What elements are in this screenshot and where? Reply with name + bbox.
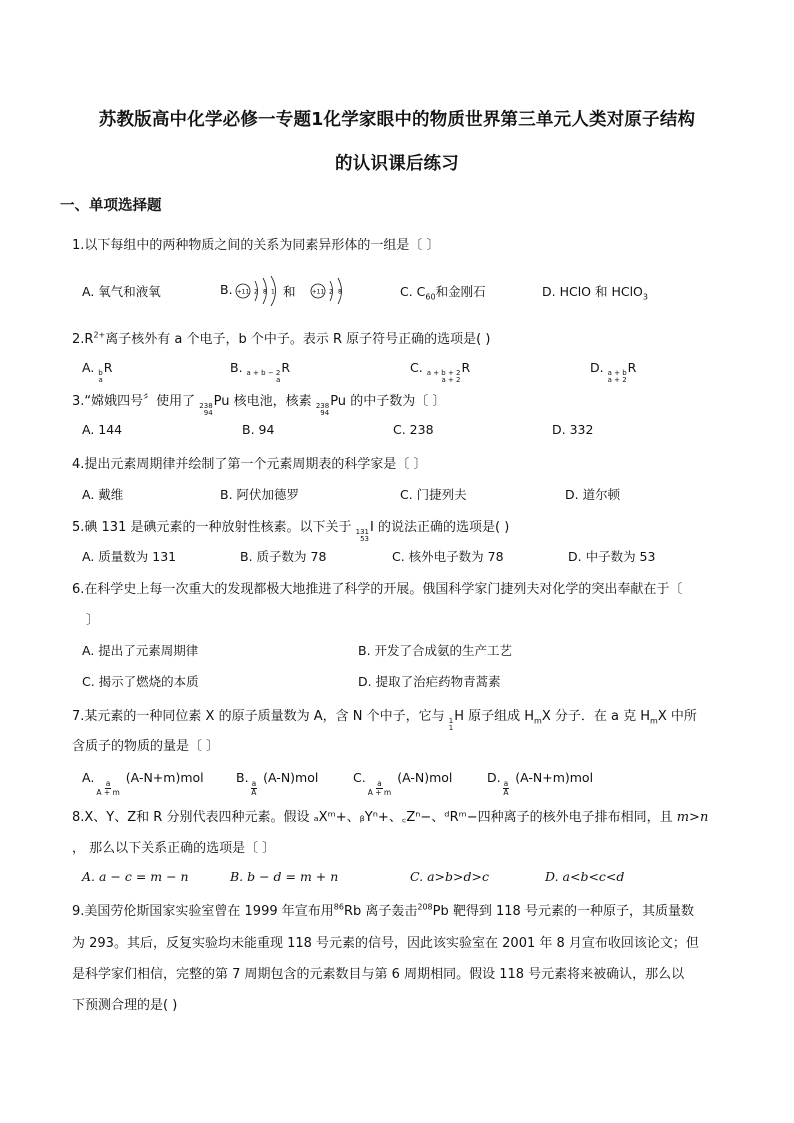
stem-text: 原子组成 H	[468, 709, 535, 724]
mass-number: a + b + 2	[426, 369, 461, 377]
shell-electron-count: 8	[263, 288, 267, 296]
stem-text: 2.R	[72, 332, 94, 347]
question-7-option-d	[487, 770, 593, 797]
superscript: 2+	[93, 330, 106, 340]
question-4-option-b: B. 阿伏加德罗	[220, 487, 300, 502]
question-2-stem	[72, 328, 490, 347]
element-symbol: R	[461, 360, 471, 375]
option-label: A.	[82, 360, 95, 375]
denominator: A + m	[367, 788, 392, 797]
nuclide-notation	[608, 370, 627, 384]
option-label: B.	[236, 770, 249, 785]
option-label: D.	[487, 770, 501, 785]
stem-text: 的中子数为〔 〕	[350, 394, 446, 409]
mass-number: a + b − 2	[246, 369, 281, 377]
mass-number: 1	[448, 717, 454, 725]
denominator: A + m	[96, 788, 120, 797]
question-6-stem-line-2: 〕	[86, 613, 100, 628]
option-text: C. C	[400, 284, 426, 299]
question-8-stem-line-1	[72, 806, 708, 825]
element-symbol: Pu	[213, 394, 230, 409]
atom-structure-diagrams	[233, 276, 363, 306]
question-1-option-d	[542, 282, 648, 300]
stem-text: 7.某元素的一种同位素 X 的原子质量数为 A，含 N 个中子，它与	[72, 709, 445, 724]
question-7-option-b	[236, 770, 318, 797]
question-6-option-c: C. 揭示了燃烧的本质	[82, 674, 199, 689]
fraction	[368, 780, 392, 797]
stem-text: 离子核外有 a 个电子，b 个中子。表示 R 原子符号正确的选项是( )	[105, 332, 491, 347]
question-2-option-d	[590, 360, 636, 384]
question-6-option-d: D. 提取了治疟药物青蒿素	[358, 674, 501, 689]
question-9-stem-line-1	[72, 900, 694, 919]
subscript: 60	[425, 292, 436, 302]
atomic-number: a + 2	[607, 376, 627, 384]
question-7-stem-line-2: 含质子的物质的量是〔 〕	[72, 739, 220, 754]
atomic-number: 53	[360, 535, 369, 543]
atomic-number: 1	[448, 724, 454, 732]
section-heading: 一、单项选择题	[60, 198, 162, 214]
ion-notation: ₐXᵐ+、ᵦYⁿ+、꜀Zⁿ−、ᵈRᵐ−	[313, 810, 478, 825]
question-1-option-c	[400, 282, 486, 300]
question-4-option-c: C. 门捷列夫	[400, 487, 467, 502]
option-text: 和金刚石	[435, 284, 486, 299]
stem-text: X 中所	[657, 709, 697, 724]
fraction	[251, 780, 258, 797]
stem-text: Pb 靶得到 118 号元素的一种原子，其质量数	[432, 904, 694, 919]
subscript: m	[534, 716, 542, 726]
stem-text: Rb 离子轰击	[343, 904, 418, 919]
element-symbol: I	[370, 520, 374, 535]
and-word: 和	[283, 284, 296, 299]
option-label: C.	[353, 770, 366, 785]
question-3-option-c: C. 238	[393, 422, 434, 437]
nuclide-notation	[427, 370, 461, 384]
question-9-stem-line-3: 是科学家们相信，完整的第 7 周期包含的元素数目与第 6 周期相同。假设 118 号元素将来被确认，那么以	[72, 967, 685, 982]
question-3-option-b: B. 94	[242, 422, 275, 437]
document-title-line-2: 的认识课后练习	[335, 154, 459, 174]
stem-text: 四种离子的核外电子排布相同，且	[477, 810, 677, 825]
nuclide-notation	[247, 370, 281, 384]
question-2-option-a	[82, 360, 112, 384]
stem-text: 的说法正确的选项是( )	[377, 520, 510, 535]
mass-number: 131	[355, 528, 369, 536]
question-9-stem-line-4: 下预测合理的是( )	[72, 998, 178, 1013]
question-7-stem-line-1	[72, 705, 697, 732]
stem-text: 8.X、Y、Z和 R 分别代表四种元素。假设	[72, 810, 314, 825]
superscript: 86	[333, 902, 344, 912]
stem-text: 5.碘 131 是碘元素的一种放射性核素。以下关于	[72, 520, 352, 535]
shell-electron-count: 1	[271, 288, 275, 296]
question-7-option-a	[82, 770, 204, 797]
question-4-option-d: D. 道尔顿	[565, 487, 621, 502]
option-label: B.	[230, 360, 243, 375]
stem-text: 9.美国劳伦斯国家实验室曾在 1999 年宣布用	[72, 904, 334, 919]
question-7-option-c	[353, 770, 452, 797]
option-label: A.	[82, 770, 95, 785]
fraction	[96, 780, 120, 797]
question-8-stem-line-2: ， 那么以下关系正确的选项是〔 〕	[72, 841, 276, 856]
question-2-option-b	[230, 360, 290, 384]
element-symbol: R	[627, 360, 637, 375]
question-3-option-d: D. 332	[552, 422, 594, 437]
question-8-option-c: C. a>b>d>c	[410, 869, 489, 884]
atomic-number: a	[276, 376, 281, 384]
option-text: D. HClO 和 HClO	[542, 284, 643, 299]
condition-text: m>n	[676, 810, 709, 825]
numerator: a	[251, 779, 257, 788]
nucleus-right-charge: +11	[311, 288, 325, 296]
atomic-number: 94	[203, 409, 213, 417]
question-1-stem: 1.以下每组中的两种物质之间的关系为同素异形体的一组是〔 〕	[72, 238, 440, 253]
question-5-option-a: A. 质量数为 131	[82, 549, 177, 564]
numerator: a	[105, 779, 111, 788]
numerator: a	[503, 779, 509, 788]
mass-number: b	[98, 369, 103, 377]
stem-text: X 分子．在 a 克 H	[541, 709, 651, 724]
nuclide-notation	[98, 370, 102, 384]
question-5-stem	[72, 516, 509, 543]
question-2-option-c	[410, 360, 470, 384]
question-3-option-a: A. 144	[82, 422, 123, 437]
element-symbol: Pu	[330, 394, 347, 409]
question-1-option-a: A. 氧气和液氧	[82, 284, 161, 299]
option-label: C.	[410, 360, 423, 375]
shell-electron-count: 2	[254, 288, 258, 296]
shell-electron-count: 8	[338, 288, 342, 296]
option-label: B.	[220, 282, 233, 297]
mass-number: 238	[315, 402, 330, 410]
nuclide-notation	[199, 403, 212, 417]
question-6-stem-line-1: 6.在科学史上每一次重大的发现都极大地推进了科学的开展。俄国科学家门捷列夫对化学的突出奉献在于〔	[72, 582, 683, 597]
question-4-option-a: A. 戴维	[82, 487, 124, 502]
shell-electron-count: 2	[329, 288, 333, 296]
atomic-number: 94	[320, 409, 330, 417]
question-5-option-c: C. 核外电子数为 78	[392, 549, 504, 564]
element-symbol: H	[454, 709, 464, 724]
question-6-option-a: A. 提出了元素周期律	[82, 643, 199, 658]
option-text: (A-N)mol	[397, 770, 453, 785]
subscript: m	[650, 716, 658, 726]
question-8-option-d: D. a<b<c<d	[545, 869, 625, 884]
stem-text: 核电池，核素	[233, 394, 312, 409]
nuclide-notation	[356, 529, 369, 543]
question-4-stem: 4.提出元素周期律并绘制了第一个元素周期表的科学家是〔 〕	[72, 457, 427, 472]
option-text: (A-N+m)mol	[125, 770, 204, 785]
stem-text: 3.“嫦娥四号〞使用了	[72, 394, 196, 409]
atomic-number: a	[98, 376, 103, 384]
denominator: A	[503, 788, 509, 797]
atomic-number: a + 2	[441, 376, 461, 384]
subscript: 3	[642, 292, 648, 302]
mass-number: 238	[199, 402, 213, 410]
option-label: D.	[590, 360, 604, 375]
denominator: A	[251, 788, 257, 797]
numerator: a	[377, 779, 382, 788]
question-9-stem-line-2: 为 293。其后，反复实验均未能重现 118 号元素的信号，因此该实验室在 2001 年 8 月宣布收回该论文；但	[72, 936, 699, 951]
question-8-option-b: B. b − d = m + n	[230, 869, 339, 884]
fraction	[503, 780, 510, 797]
nuclide-notation	[316, 403, 329, 417]
element-symbol: R	[281, 360, 291, 375]
option-text: (A-N+m)mol	[515, 770, 594, 785]
element-symbol: R	[103, 360, 113, 375]
document-title-line-1: 苏教版高中化学必修一专题1化学家眼中的物质世界第三单元人类对原子结构	[98, 110, 696, 130]
question-8-option-a: A. a − c = m − n	[82, 869, 189, 884]
question-5-option-b: B. 质子数为 78	[240, 549, 327, 564]
question-6-option-b: B. 开发了合成氨的生产工艺	[358, 643, 513, 658]
option-text: (A-N)mol	[263, 770, 319, 785]
question-3-stem	[72, 390, 445, 417]
question-5-option-d: D. 中子数为 53	[568, 549, 656, 564]
nuclide-notation	[449, 718, 453, 732]
superscript: 208	[417, 902, 433, 912]
mass-number: a + b	[607, 369, 627, 377]
nucleus-left-charge: +11	[236, 288, 250, 296]
